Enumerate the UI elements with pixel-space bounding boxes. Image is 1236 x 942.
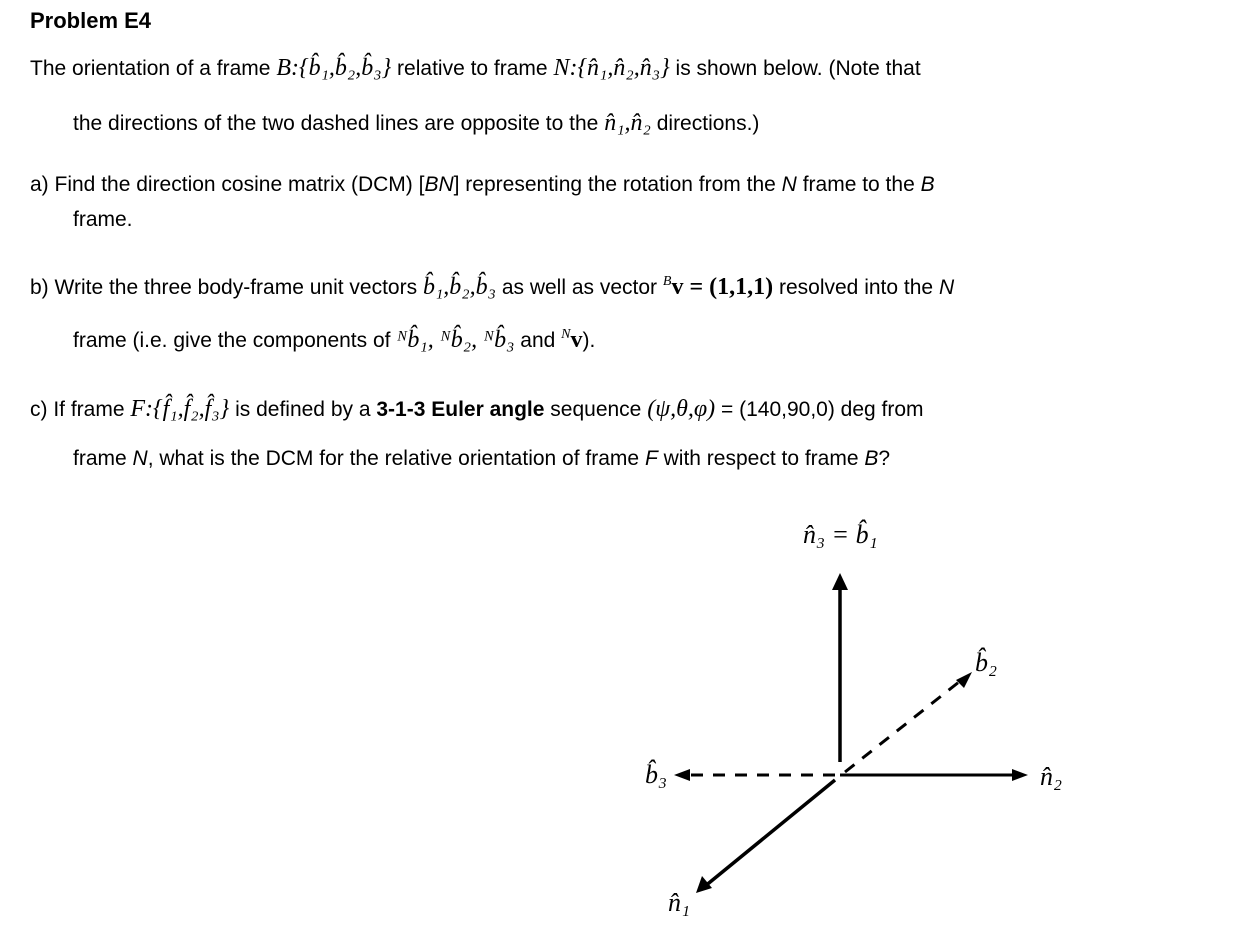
intro-text-2: relative to frame bbox=[397, 57, 548, 80]
part-b-and: and bbox=[520, 329, 556, 352]
part-b-components: ᴺb̂₁, ᴺb̂₂, ᴺb̂₃ bbox=[396, 327, 515, 353]
b2-axis-dashed bbox=[845, 678, 964, 772]
part-b-vec-sup: B bbox=[662, 274, 672, 289]
part-c-values: = (140,90,0) deg from bbox=[721, 398, 924, 421]
intro-note-text: the directions of the two dashed lines are opposite to the bbox=[73, 112, 599, 135]
part-b-suffix: resolved into the bbox=[778, 276, 934, 299]
frame-n-definition: N:{n̂₁,n̂₂,n̂₃} bbox=[553, 55, 670, 81]
part-c-sequence: sequence bbox=[550, 398, 642, 421]
part-a-mid2: frame to the bbox=[802, 173, 915, 196]
part-b-nv-sup: N bbox=[561, 327, 571, 342]
part-a-prefix: a) Find the direction cosine matrix (DCM) [ bbox=[30, 173, 425, 196]
part-a-b: B bbox=[920, 173, 935, 196]
part-b-vector-v: v = (1,1,1) bbox=[671, 274, 774, 300]
b2-arrowhead bbox=[956, 672, 972, 688]
n2-label: n̂₂ bbox=[1040, 762, 1063, 791]
part-c-mid: is defined by a bbox=[235, 398, 371, 421]
part-c-angles: (ψ,θ,φ) bbox=[647, 396, 716, 422]
part-a-mid: ] representing the rotation from the bbox=[453, 173, 776, 196]
part-b-nv: v bbox=[570, 327, 583, 353]
part-b-vectors: b̂₁,b̂₂,b̂₃ bbox=[422, 274, 496, 300]
part-a-line-2: frame. bbox=[73, 208, 133, 231]
part-c-frame: frame bbox=[73, 447, 127, 470]
part-b-line2-text: frame (i.e. give the components of bbox=[73, 329, 391, 352]
part-b-close: ). bbox=[582, 329, 596, 352]
n3-b1-label: n̂₃ = b̂₁ bbox=[803, 520, 878, 549]
intro-note-vectors: n̂₁,n̂₂ bbox=[604, 110, 651, 136]
problem-title: Problem E4 bbox=[30, 8, 152, 33]
part-c-b: B bbox=[864, 447, 879, 470]
b2-label: b̂₂ bbox=[975, 648, 998, 677]
part-b-n: N bbox=[938, 276, 955, 299]
part-c-prefix: c) If frame bbox=[30, 398, 125, 421]
intro-text-1: The orientation of a frame bbox=[30, 57, 271, 80]
n2-arrowhead bbox=[1012, 769, 1028, 781]
part-a-bn: BN bbox=[424, 173, 454, 196]
b3-arrowhead bbox=[674, 769, 690, 781]
n1-axis bbox=[704, 780, 835, 887]
intro-text-3: is shown below. (Note that bbox=[675, 57, 921, 80]
part-c-wrt: with respect to frame bbox=[663, 447, 859, 470]
b3-label: b̂₃ bbox=[645, 760, 668, 789]
part-a-n: N bbox=[781, 173, 797, 196]
part-c-f: F bbox=[644, 447, 658, 470]
part-c-euler: 3-1-3 Euler angle bbox=[376, 398, 545, 421]
part-c-n: N bbox=[132, 447, 148, 470]
part-b-mid: as well as vector bbox=[501, 276, 658, 299]
intro-note-end: directions.) bbox=[656, 112, 760, 135]
frame-f-definition: F:{f̂₁,f̂₂,f̂₃} bbox=[130, 396, 230, 422]
frame-b-definition: B:{b̂₁,b̂₂,b̂₃} bbox=[276, 55, 392, 81]
part-c-q: ? bbox=[878, 447, 891, 470]
n1-label: n̂₁ bbox=[668, 888, 691, 917]
part-c-question: , what is the DCM for the relative orientation of frame bbox=[147, 447, 640, 470]
part-b-prefix: b) Write the three body-frame unit vectors bbox=[30, 276, 418, 299]
n3-arrowhead bbox=[832, 573, 848, 590]
